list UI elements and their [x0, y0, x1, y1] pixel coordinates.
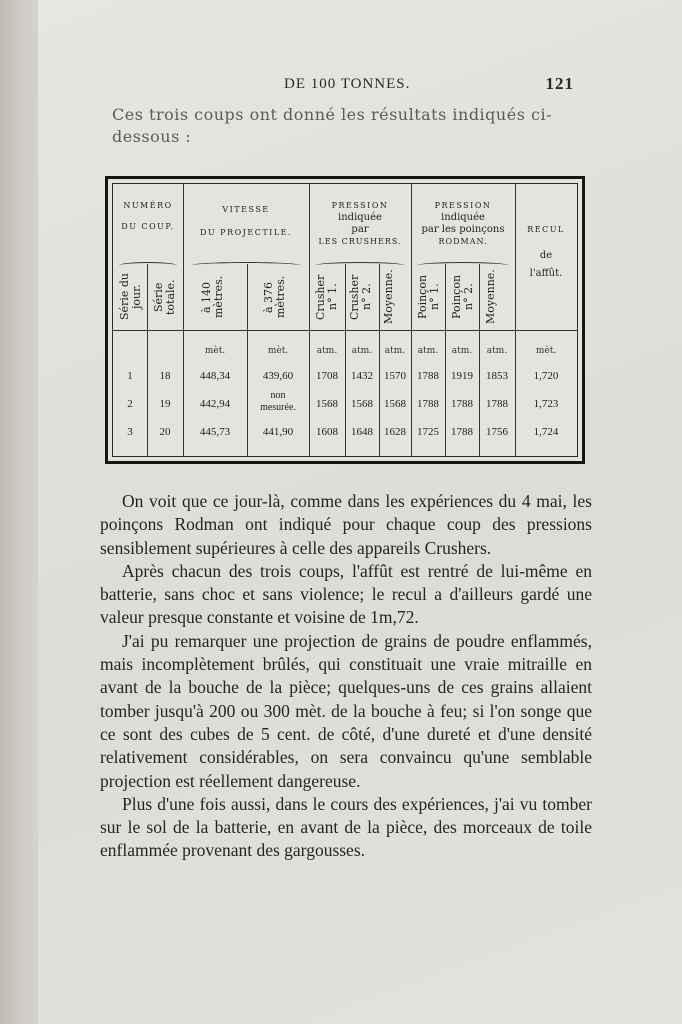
table-cell: 445,73	[199, 426, 231, 438]
table-cell: 1568	[384, 398, 406, 410]
table-cell: 448,34	[199, 370, 231, 382]
table-cell: 1853	[486, 370, 508, 382]
subheader-serie-jour: Série du jour.	[118, 273, 143, 321]
header-pression-poincons: PRESSION indiquée par les poinçons RODMAN.	[421, 201, 505, 246]
table-cell: 1568	[351, 398, 373, 410]
table-cell: 2	[127, 398, 133, 410]
intro-sentence: Ces trois coups ont donné les résultats indiqués ci-dessous :	[112, 105, 552, 146]
results-table-grid	[112, 183, 578, 457]
table-cell: 20	[159, 426, 171, 438]
subheader-v376: à 376 mètres.	[262, 275, 287, 319]
table-cell: 439,60	[262, 370, 294, 382]
unit-cm: atm.	[384, 346, 406, 356]
results-table	[105, 176, 585, 464]
running-head-title: DE 100 TONNES.	[284, 76, 411, 92]
body-text	[100, 490, 592, 863]
table-cell: 18	[159, 370, 171, 382]
table-cell: 1628	[384, 426, 406, 438]
table-cell: 1648	[351, 426, 373, 438]
table-cell: 3	[127, 426, 133, 438]
unit-v376: mèt.	[267, 346, 289, 356]
header-vitesse: VITESSE DU PROJECTILE.	[199, 205, 293, 237]
table-cell: 1,720	[533, 370, 559, 382]
table-cell: 1788	[451, 398, 473, 410]
unit-pm: atm.	[486, 346, 508, 356]
subheader-v140: à 140 mètres.	[200, 275, 225, 319]
subheader-crusher1: Crusher n° 1.	[314, 274, 339, 320]
header-recul: RECUL de l'affût.	[527, 225, 565, 279]
book-gutter	[0, 0, 40, 1024]
unit-p1: atm.	[417, 346, 439, 356]
unit-recul: mèt.	[535, 346, 557, 356]
unit-c2: atm.	[351, 346, 373, 356]
subheader-poincon2: Poinçon n° 2.	[450, 274, 475, 320]
table-cell: 1,724	[533, 426, 559, 438]
paragraph: Après chacun des trois coups, l'affût est rentré de lui-même en batterie, sans choc et sans violence; le recul a d'ailleurs gardé une valeur presque constante et voisine de 1m,72.	[100, 560, 592, 628]
table-cell: 19	[159, 398, 171, 410]
table-cell: 1756	[486, 426, 508, 438]
table-cell: 1608	[316, 426, 338, 438]
paragraph: Plus d'une fois aussi, dans le cours des expériences, j'ai vu tomber sur le sol de la batterie, en avant de la pièce, des morceaux de toile enflammée provenant des gargousses.	[100, 793, 592, 861]
subheader-moyenne-p: Moyenne.	[484, 269, 497, 325]
unit-p2: atm.	[451, 346, 473, 356]
table-cell: 1432	[351, 370, 373, 382]
table-cell: 1788	[417, 370, 439, 382]
header-rule	[113, 330, 577, 331]
table-cell: 442,94	[199, 398, 231, 410]
table-cell: 1,723	[533, 398, 559, 410]
table-cell: 1568	[316, 398, 338, 410]
table-cell: 441,90	[262, 426, 294, 438]
table-cell: 1725	[417, 426, 439, 438]
running-head	[284, 72, 584, 96]
table-cell-non-mesuree: non mesurée.	[260, 390, 296, 413]
table-cell: 1788	[417, 398, 439, 410]
unit-v140: mèt.	[204, 346, 226, 356]
subheader-serie-totale: Série totale.	[152, 279, 177, 315]
header-pression-crushers: PRESSION indiquée par LES CRUSHERS.	[318, 201, 402, 246]
page-number: 121	[545, 74, 574, 93]
subheader-poincon1: Poinçon n° 1.	[416, 274, 441, 320]
header-numero: NUMÉRO DU COUP.	[121, 201, 175, 231]
subheader-crusher2: Crusher n° 2.	[348, 274, 373, 320]
table-cell: 1788	[486, 398, 508, 410]
table-cell: 1919	[451, 370, 473, 382]
table-cell: 1	[127, 370, 133, 382]
unit-c1: atm.	[316, 346, 338, 356]
subheader-moyenne-c: Moyenne.	[382, 269, 395, 325]
paragraph: On voit que ce jour-là, comme dans les expériences du 4 mai, les poinçons Rodman ont indiqué pour chaque coup des pressions sensiblement supérieures à celle des appareils Crushers.	[100, 491, 592, 558]
table-cell: 1708	[316, 370, 338, 382]
paragraph: J'ai pu remarquer une projection de grains de poudre enflammés, mais incomplètement brûlés, qui constituait une vraie mitraille en avant de la bouche de la pièce; quelques-uns de ces grains allaient tomber jusqu'à 200 ou 300 mèt. de la bouche à feu; si l'on songe que ce sont des cubes de 5 cent. de côté, d'une dureté et d'une densité relativement considérables, on sera convaincu qu'une semblable projection est réellement dangereuse.	[100, 630, 592, 791]
table-cell: 1788	[451, 426, 473, 438]
table-cell: 1570	[384, 370, 406, 382]
